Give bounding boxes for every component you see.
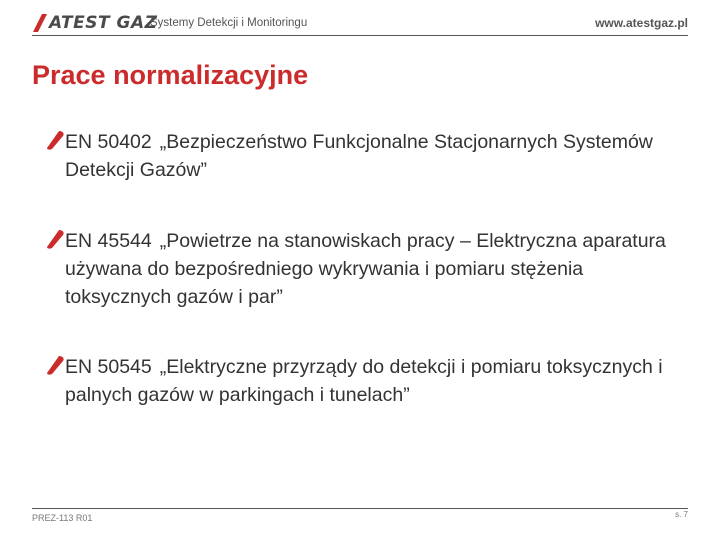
page-number: s. 7 [675,510,688,519]
standard-code: EN 50545 [65,356,152,378]
bullet-text [65,353,684,409]
website-url[interactable]: www.atestgaz.pl [595,16,688,30]
red-slash-icon [44,130,66,150]
document-code: PREZ-113 R01 [32,513,93,523]
bullet-text [65,128,684,184]
standard-title: „Elektryczne przyrządy do detekcji i pomiaru toksycznych i palnych gazów w parkingach i tunelach” [65,356,663,406]
bullet-text [65,227,684,311]
footer-divider [32,508,688,509]
red-slash-icon [44,229,66,249]
page-title: Prace normalizacyjne [32,60,309,90]
red-slash-icon [44,355,66,375]
standard-title: „Powietrze na stanowiskach pracy – Elektryczna aparatura używana do bezpośredniego wykrywania i pomiaru stężenia toksycznych gazów i par” [65,230,666,308]
standard-code: EN 45544 [65,230,152,252]
standard-title: „Bezpieczeństwo Funkcjonalne Stacjonarnych Systemów Detekcji Gazów” [65,131,653,181]
company-tagline: Systemy Detekcji i Monitoringu [150,17,308,29]
standard-code: EN 50402 [65,131,152,153]
logo-text: ATEST GAZ [49,13,158,33]
